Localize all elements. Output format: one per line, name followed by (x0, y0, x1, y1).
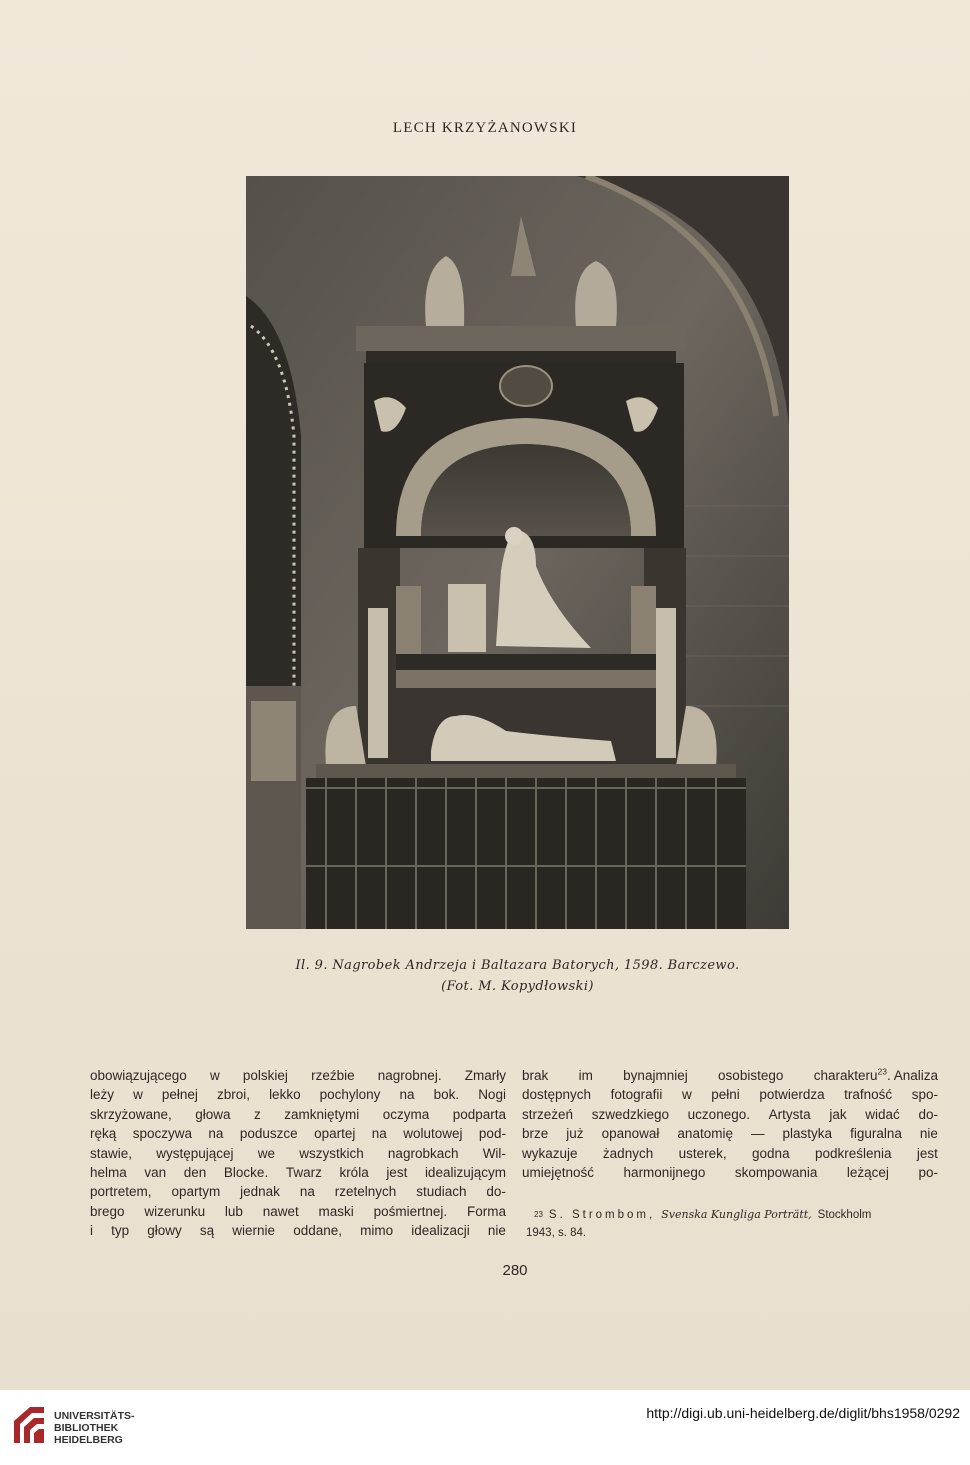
tomb-photo-svg (246, 176, 789, 929)
word: brak (522, 1068, 549, 1083)
word: obowiązującego (90, 1068, 187, 1083)
word: anatomię (677, 1126, 733, 1142)
word: opartym (171, 1184, 221, 1200)
library-name-line: BIBLIOTHEK (54, 1422, 119, 1434)
text-line (90, 1182, 506, 1201)
text-line (90, 1221, 506, 1240)
text-line (90, 1066, 506, 1085)
word: umiejętność (522, 1165, 595, 1181)
word: jak (829, 1106, 847, 1122)
word: leżącej (846, 1165, 889, 1181)
library-name[interactable] (54, 1410, 135, 1446)
word: maski (318, 1203, 354, 1219)
word: spo- (911, 1087, 938, 1103)
word: Twarz (285, 1165, 322, 1181)
caption-line-1: Il. 9. Nagrobek Andrzeja i Baltazara Batorych, 1598. Barczewo. (295, 958, 740, 973)
caption-line-2: (Fot. M. Kopydłowski) (441, 979, 594, 994)
text-line (522, 1144, 938, 1163)
word: do- (918, 1106, 938, 1122)
library-name-line: UNIVERSITÄTS- (54, 1410, 135, 1422)
word: wolutowej (403, 1126, 463, 1142)
word: idealizacji (411, 1223, 470, 1239)
word: lub (224, 1203, 243, 1219)
word: głowy (147, 1223, 182, 1239)
word: widać (865, 1106, 900, 1122)
word: na (208, 1126, 224, 1142)
text-line (90, 1124, 506, 1143)
word: szwedzkiego (591, 1106, 669, 1122)
word: portretem, (90, 1184, 152, 1200)
text-line (522, 1124, 938, 1143)
word: skrzyżowane, (90, 1106, 172, 1122)
word: potwierdza (759, 1087, 825, 1103)
word: usterek, (678, 1145, 727, 1161)
page-number: 280 (502, 1262, 528, 1279)
word: rzetelnych (334, 1184, 397, 1200)
word: leży (90, 1087, 115, 1103)
word: Nogi (478, 1087, 506, 1103)
word: Zmarły (464, 1068, 506, 1083)
word: nagrobkach (387, 1145, 459, 1161)
word: jest (386, 1165, 408, 1181)
word: podkreślenia (814, 1145, 892, 1161)
word: już (566, 1126, 584, 1142)
word: pod- (478, 1126, 506, 1142)
text-line (90, 1163, 506, 1182)
word: króla (339, 1165, 369, 1181)
heidelberg-library-logo-icon[interactable] (12, 1405, 46, 1445)
word: studiach (416, 1184, 467, 1200)
word: z (254, 1106, 261, 1122)
word: na (399, 1087, 415, 1103)
footnote-number: 23 (534, 1210, 543, 1219)
word: polskiej (242, 1068, 288, 1083)
word: oddane, (293, 1223, 343, 1239)
word: brze (522, 1126, 549, 1142)
word: trafność (844, 1087, 893, 1103)
word: jest (916, 1145, 938, 1161)
word: bynajmniej (623, 1068, 688, 1083)
word: występującej (156, 1145, 234, 1161)
word: ręką (90, 1126, 117, 1142)
word: den (183, 1165, 207, 1181)
word: godna (752, 1145, 790, 1161)
word: figuralna (850, 1126, 902, 1142)
source-url-link[interactable]: http://digi.ub.uni-heidelberg.de/diglit/bhs1958/0292 (646, 1405, 960, 1421)
figure-photograph (246, 176, 789, 929)
word: harmonijnego (623, 1165, 706, 1181)
text-line (522, 1066, 938, 1085)
left-text-column (90, 1066, 506, 1241)
word: oczyma (382, 1106, 430, 1122)
word: wszystkich (299, 1145, 364, 1161)
word: wizerunku (144, 1203, 206, 1219)
word: pełni (711, 1087, 740, 1103)
word: na (299, 1184, 315, 1200)
word: pełnej (161, 1087, 198, 1103)
word: na (371, 1126, 387, 1142)
word: rzeźbie (311, 1068, 355, 1083)
word: strzeżeń (522, 1106, 574, 1122)
word: helma (90, 1165, 127, 1181)
word: plastyka (782, 1126, 833, 1142)
word: mimo (360, 1223, 394, 1239)
word: Forma (466, 1203, 506, 1219)
word: żadnych (602, 1145, 654, 1161)
word: są (199, 1223, 215, 1239)
right-text-column (522, 1066, 938, 1182)
word: charakteru (813, 1068, 878, 1083)
word: im (578, 1068, 593, 1083)
word: fotografii (610, 1087, 663, 1103)
word: typ (111, 1223, 130, 1239)
word: nie (487, 1223, 506, 1239)
text-line (90, 1105, 506, 1124)
text-line (522, 1105, 938, 1124)
word: idealizującym (424, 1165, 506, 1181)
word: bok. (433, 1087, 460, 1103)
word: podparta (452, 1106, 506, 1122)
text-line (90, 1085, 506, 1104)
footnote-place: Stockholm (817, 1209, 872, 1221)
word: w (681, 1087, 692, 1103)
word: — (751, 1126, 765, 1142)
text-line (90, 1202, 506, 1221)
word: wiernie (232, 1223, 276, 1239)
text-line (522, 1163, 938, 1182)
word: i (90, 1223, 93, 1239)
word: jednak (240, 1184, 280, 1200)
word-with-footnote (814, 1066, 938, 1085)
word: dostępnych (522, 1087, 592, 1103)
text-line (90, 1144, 506, 1163)
word: uczonego. (687, 1106, 750, 1122)
word: Wil- (482, 1145, 506, 1161)
word: nawet (262, 1203, 299, 1219)
word: wykazuje (522, 1145, 578, 1161)
word: w (133, 1087, 143, 1103)
word: Artysta (768, 1106, 811, 1122)
word: poduszce (239, 1126, 298, 1142)
footer-bar (0, 1390, 970, 1465)
footnote (522, 1206, 938, 1242)
word: Blocke. (223, 1165, 269, 1181)
running-head: LECH KRZYŻANOWSKI (392, 120, 578, 136)
word: do- (486, 1184, 506, 1200)
library-name-line: HEIDELBERG (54, 1434, 123, 1446)
figure-caption (246, 955, 789, 997)
word: brego (90, 1203, 125, 1219)
word: zamkniętymi (284, 1106, 360, 1122)
footnote-author: S. Strombom, (548, 1209, 656, 1221)
word: stawie, (90, 1145, 133, 1161)
footnote-title: Svenska Kungliga Porträtt, (661, 1208, 812, 1221)
text-line (522, 1085, 938, 1104)
word: skompowania (734, 1165, 818, 1181)
footnote-line-1 (522, 1206, 938, 1224)
word: spoczywa (132, 1126, 192, 1142)
footnote-line-2: 1943, s. 84. (526, 1227, 587, 1239)
word: pośmiertnej. (373, 1203, 448, 1219)
word: opanował (601, 1126, 660, 1142)
word: nagrobnej. (377, 1068, 442, 1083)
word: van (144, 1165, 167, 1181)
word: po- (918, 1165, 938, 1181)
word: pochylony (319, 1087, 381, 1103)
word: głowa (195, 1106, 231, 1122)
word: opartej (314, 1126, 356, 1142)
word: nie (919, 1126, 938, 1142)
word: zbroi, (216, 1087, 250, 1103)
word: lekko (269, 1087, 301, 1103)
word: osobistego (718, 1068, 784, 1083)
word: w (209, 1068, 220, 1083)
footnote-reference[interactable]: 23 (877, 1066, 887, 1077)
word: we (257, 1145, 275, 1161)
word: . Analiza (886, 1068, 938, 1083)
